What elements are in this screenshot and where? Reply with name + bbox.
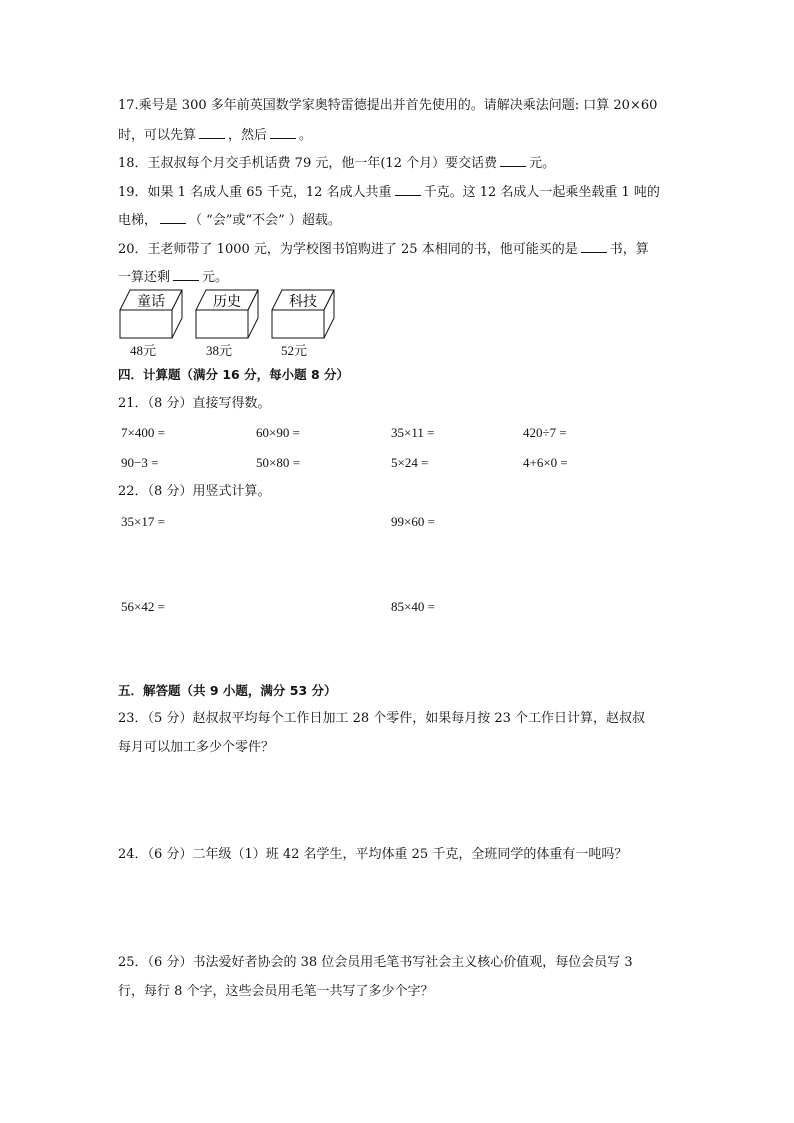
q20-text-d: 元。 <box>202 270 229 285</box>
q17-blank-1[interactable] <box>199 126 225 139</box>
q18-blank[interactable] <box>500 154 526 167</box>
q22-item-1: 35×17 = <box>121 514 165 529</box>
q20-line2 <box>118 268 228 287</box>
q20-blank-1[interactable] <box>581 240 607 253</box>
q21-item-5: 90−3 = <box>121 455 159 470</box>
q23-line2: 每月可以加工多少个零件？ <box>118 740 275 755</box>
q25-line1: 25．（6 分）书法爱好者协会的 38 位会员用毛笔书写社会主义核心价值观，每位会员写 3 <box>118 955 633 970</box>
q20-line1 <box>118 240 649 259</box>
q23-line1: 23．（5 分）赵叔叔平均每个工作日加工 28 个零件，如果每月按 23 个工作日计算，赵叔叔 <box>118 711 646 726</box>
q22-item-4: 85×40 = <box>391 599 435 614</box>
q22-item-2: 99×60 = <box>391 514 435 529</box>
q17-blank-2[interactable] <box>270 126 296 139</box>
q19-text-a: 19．如果 1 名成人重 65 千克，12 名成人共重 <box>118 185 392 200</box>
q19-text-c: 电梯， <box>118 213 158 228</box>
q20-text-a: 20．王老师带了 1000 元，为学校图书馆购进了 25 本相同的书，他可能买的是 <box>118 242 578 257</box>
books-drawing <box>118 288 378 340</box>
q25-line2: 行，每行 8 个字，这些会员用毛笔一共写了多少个字？ <box>118 984 434 999</box>
book-1-price: 48元 <box>130 343 157 358</box>
section-5-heading: 五．解答题（共 9 小题，满分 53 分） <box>118 683 337 698</box>
q21-item-2: 60×90 = <box>256 425 300 440</box>
books-illustration <box>118 288 378 360</box>
q19-line2 <box>118 211 341 230</box>
q17-text-b: ，然后 <box>228 128 268 143</box>
book-3 <box>272 290 334 338</box>
q24-line1: 24．（6 分）二年级（1）班 42 名学生，平均体重 25 千克，全班同学的体重有一吨吗？ <box>118 847 628 862</box>
q18-text-a: 18．王叔叔每个月交手机话费 79 元，他一年(12 个月）要交话费 <box>118 156 498 171</box>
q21-stem: 21．（8 分）直接写得数。 <box>118 396 271 411</box>
q19-blank-1[interactable] <box>395 183 421 196</box>
q20-text-b: 书，算 <box>609 242 649 257</box>
q21-item-7: 5×24 = <box>391 455 429 470</box>
book-3-title: 科技 <box>289 294 317 310</box>
book-1 <box>120 290 182 338</box>
q21-item-8: 4+6×0 = <box>523 455 568 470</box>
book-2 <box>196 290 258 338</box>
q21-item-1: 7×400 = <box>121 425 165 440</box>
book-3-price: 52元 <box>281 343 308 358</box>
q18-text-b: 元。 <box>529 156 556 171</box>
q19-text-d: （ “会”或“不会” ）超载。 <box>189 213 341 228</box>
book-2-title: 历史 <box>213 294 241 310</box>
q19-text-b: 千克。这 12 名成人一起乘坐载重 1 吨的 <box>423 185 660 200</box>
section-4-heading: 四．计算题（满分 16 分，每小题 8 分） <box>118 367 350 382</box>
q17-text-a: 时，可以先算 <box>118 128 197 143</box>
q20-text-c: 一算还剩 <box>118 270 171 285</box>
q22-stem: 22．（8 分）用竖式计算。 <box>118 484 271 499</box>
q17-line2 <box>118 126 312 145</box>
q20-blank-2[interactable] <box>173 268 199 281</box>
q21-item-3: 35×11 = <box>391 425 435 440</box>
q19-line1 <box>118 183 660 202</box>
q19-blank-2[interactable] <box>160 211 186 224</box>
book-1-title: 童话 <box>137 294 165 310</box>
q17-text-c: 。 <box>299 128 313 143</box>
book-2-price: 38元 <box>206 343 233 358</box>
q21-item-4: 420÷7 = <box>523 425 567 440</box>
q22-item-3: 56×42 = <box>121 599 165 614</box>
q18-line <box>118 154 555 173</box>
q17-line1: 17.乘号是 300 多年前英国数学家奥特雷德提出并首先使用的。请解决乘法问题: 口算 20×60 <box>118 98 658 113</box>
q21-item-6: 50×80 = <box>256 455 300 470</box>
